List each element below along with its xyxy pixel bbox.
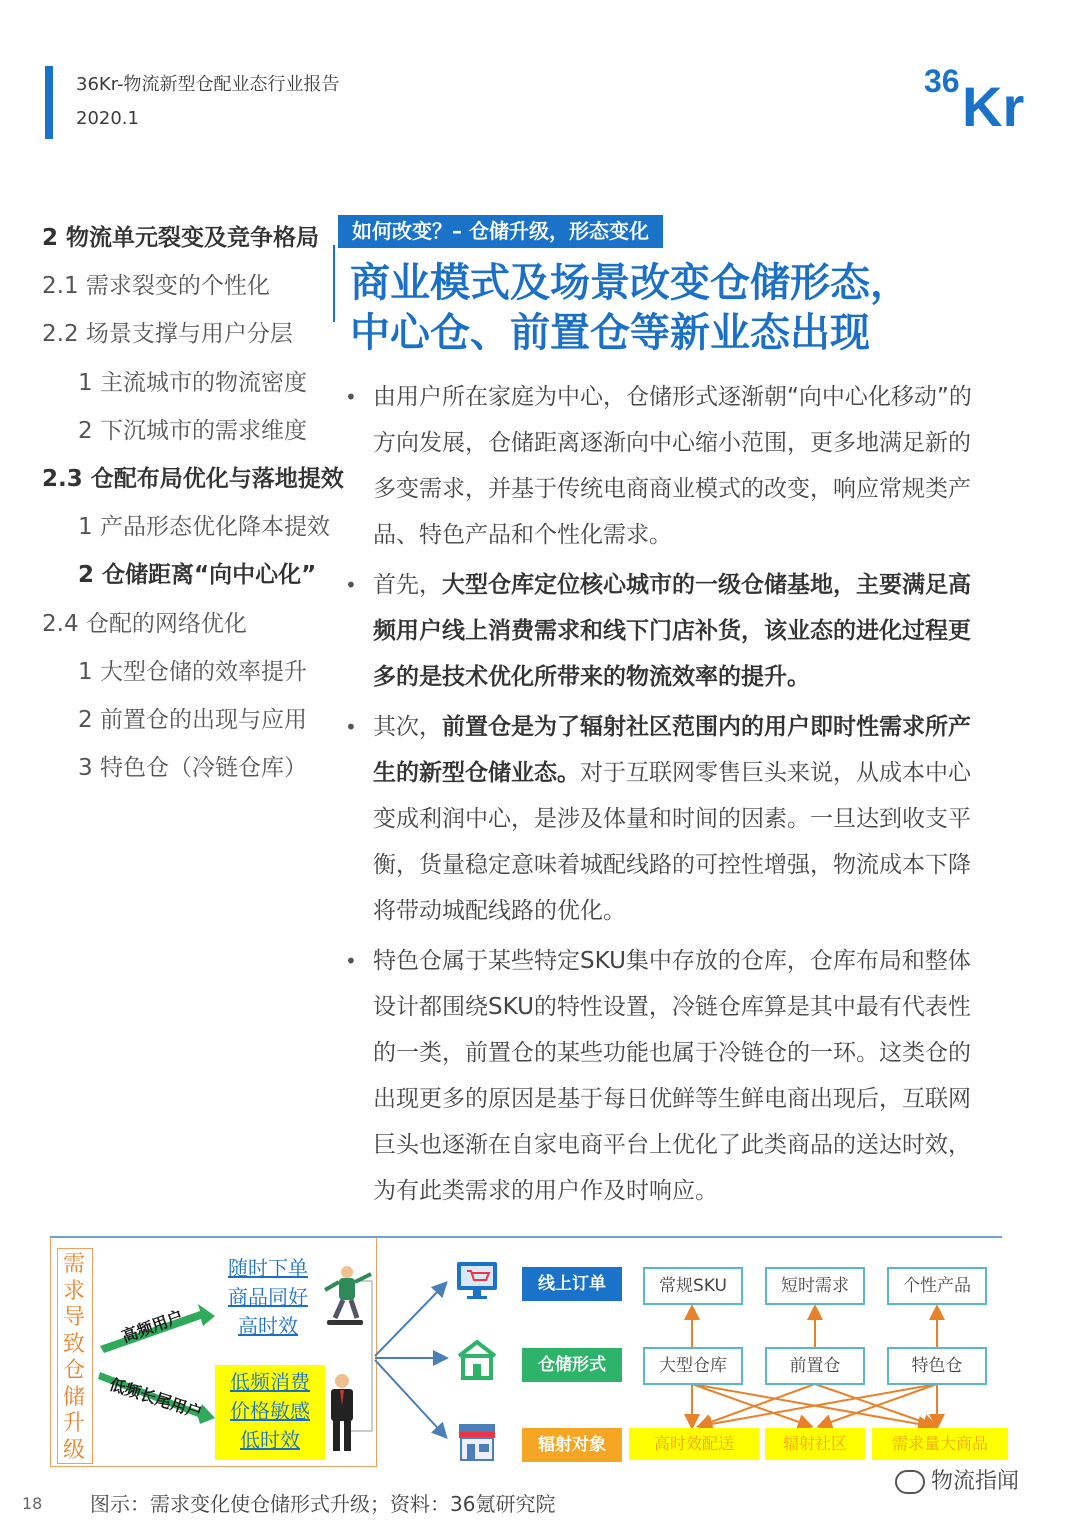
- box-fast-delivery: 高时效配送: [629, 1428, 759, 1460]
- row-label-service-target: 辐射对象: [522, 1428, 622, 1462]
- box-special-warehouse: 特色仓: [887, 1347, 987, 1385]
- store-icon: [455, 1418, 499, 1464]
- paragraph-text: 对于互联网零售巨头来说，从成本中心变成利润中心，是涉及体量和时间的因素。一旦达到收支平衡，货量稳定意味着城配线路的可控性增强，物流成本下降将带动城配线路的优化。: [373, 760, 971, 924]
- paragraph-lead: 首先，: [373, 572, 442, 598]
- box-community: 辐射社区: [765, 1428, 865, 1460]
- table-of-contents: [42, 218, 342, 796]
- box-front-warehouse: 前置仓: [765, 1347, 865, 1385]
- row-label-storage-form: 仓储形式: [522, 1348, 622, 1382]
- toc-item[interactable]: 2.1 需求裂变的个性化: [42, 273, 270, 300]
- toc-item[interactable]: 2 物流单元裂变及竞争格局: [42, 225, 320, 251]
- high-frequency-user-label: 高频用户: [119, 1306, 186, 1347]
- paragraph-text: 由用户所在家庭为中心，仓储形式逐渐朝“向中心化移动”的方向发展，仓储距离逐渐向中心缩小范围，更多地满足新的多变需求，并基于传统电商商业模式的改变，响应常规类产品、特色产品和个性化需求。: [373, 384, 972, 548]
- paragraph-text: 特色仓属于某些特定SKU集中存放的仓库，仓库布局和整体设计都围绕SKU的特性设置，冷链仓库算是其中最有代表性的一类，前置仓的某些功能也属于冷链仓的一环。这类仓的出现更多的原因是基于每日优鲜等生鲜电商出现后，互联网巨头也逐渐在自家电商平台上优化了此类商品的送达时效，为有此类需求的用户作及时响应。: [373, 948, 971, 1204]
- warehouse-icon: [455, 1338, 499, 1380]
- computer-cart-icon: [455, 1260, 499, 1300]
- 36kr-logo: [922, 60, 1042, 130]
- toc-item[interactable]: 2.3 仓配布局优化与落地提效: [42, 465, 344, 492]
- trait-link[interactable]: 低时效: [240, 1428, 300, 1452]
- page-number: 18: [22, 1494, 43, 1513]
- low-frequency-user-label: 低频长尾用户: [107, 1374, 205, 1423]
- paragraph-emphasis: 前置仓是为了辐射社区范围内的用户即时性需求所产生的新型仓储业态。: [373, 714, 971, 786]
- box-personal-product: 个性产品: [887, 1267, 987, 1305]
- low-user-traits: [218, 1368, 322, 1455]
- report-title: 36Kr-物流新型仓配业态行业报告: [76, 74, 340, 95]
- header-accent-bar: [45, 66, 53, 139]
- trait-link[interactable]: 高时效: [238, 1314, 298, 1338]
- wechat-icon: [895, 1470, 925, 1494]
- paragraph-lead: 其次，: [373, 714, 442, 740]
- section-headline: [350, 258, 1050, 358]
- headline-line: 中心仓、前置仓等新业态出现: [350, 310, 870, 356]
- bullet-icon: •: [345, 715, 357, 739]
- trait-link[interactable]: 价格敏感: [230, 1399, 310, 1423]
- box-large-warehouse: 大型仓库: [643, 1347, 743, 1385]
- vertical-label: 需求导致仓储升级: [62, 1252, 85, 1463]
- toc-item[interactable]: 2.2 场景支撑与用户分层: [42, 321, 293, 348]
- box-short-demand: 短时需求: [765, 1267, 865, 1305]
- paragraph: [345, 704, 985, 934]
- figure-caption: 图示：需求变化使仓储形式升级；资料：36氪研究院: [90, 1492, 556, 1516]
- toc-item-current[interactable]: 2 仓储距离“向中心化”: [78, 562, 317, 589]
- trait-link[interactable]: 商品同好: [228, 1285, 308, 1309]
- watermark-text: 物流指闻: [931, 1469, 1020, 1494]
- toc-item[interactable]: 2.4 仓配的网络优化: [42, 610, 247, 637]
- row-label-online-orders: 线上订单: [522, 1267, 622, 1301]
- high-user-traits: [218, 1254, 318, 1341]
- report-date: 2020.1: [76, 108, 139, 129]
- section-divider: [333, 245, 335, 322]
- toc-item[interactable]: 2 前置仓的出现与应用: [78, 706, 307, 733]
- toc-item[interactable]: 3 特色仓（冷链仓库）: [78, 755, 307, 782]
- headline-line: 商业模式及场景改变仓储形态，: [350, 260, 910, 306]
- skateboarder-icon: [315, 1264, 375, 1334]
- paragraph-emphasis: 大型仓库定位核心城市的一级仓储基地，主要满足高频用户线上消费需求和线下门店补货，该业态的进化过程更多的是技术优化所带来的物流效率的提升。: [373, 572, 971, 690]
- section-tag: 如何改变？– 仓储升级，形态变化: [338, 215, 663, 248]
- box-high-volume-goods: 需求量大商品: [872, 1428, 1008, 1460]
- toc-item[interactable]: 1 大型仓储的效率提升: [78, 658, 307, 685]
- svg-text:36: 36: [924, 63, 960, 99]
- bullet-icon: •: [345, 385, 357, 409]
- body-text: [345, 374, 985, 1218]
- toc-item[interactable]: 1 主流城市的物流密度: [78, 369, 307, 396]
- bullet-icon: •: [345, 949, 357, 973]
- paragraph: [345, 374, 985, 558]
- toc-item[interactable]: 1 产品形态优化降本提效: [78, 514, 330, 541]
- bullet-icon: •: [345, 573, 357, 597]
- toc-item[interactable]: 2 下沉城市的需求维度: [78, 417, 307, 444]
- watermark: [895, 1464, 1019, 1495]
- paragraph: [345, 938, 985, 1214]
- svg-text:Kr: Kr: [962, 75, 1025, 130]
- box-regular-sku: 常规SKU: [643, 1267, 743, 1305]
- trait-link[interactable]: 随时下单: [228, 1256, 308, 1280]
- paragraph: [345, 562, 985, 700]
- businessman-icon: [322, 1372, 362, 1454]
- trait-link[interactable]: 低频消费: [230, 1370, 310, 1394]
